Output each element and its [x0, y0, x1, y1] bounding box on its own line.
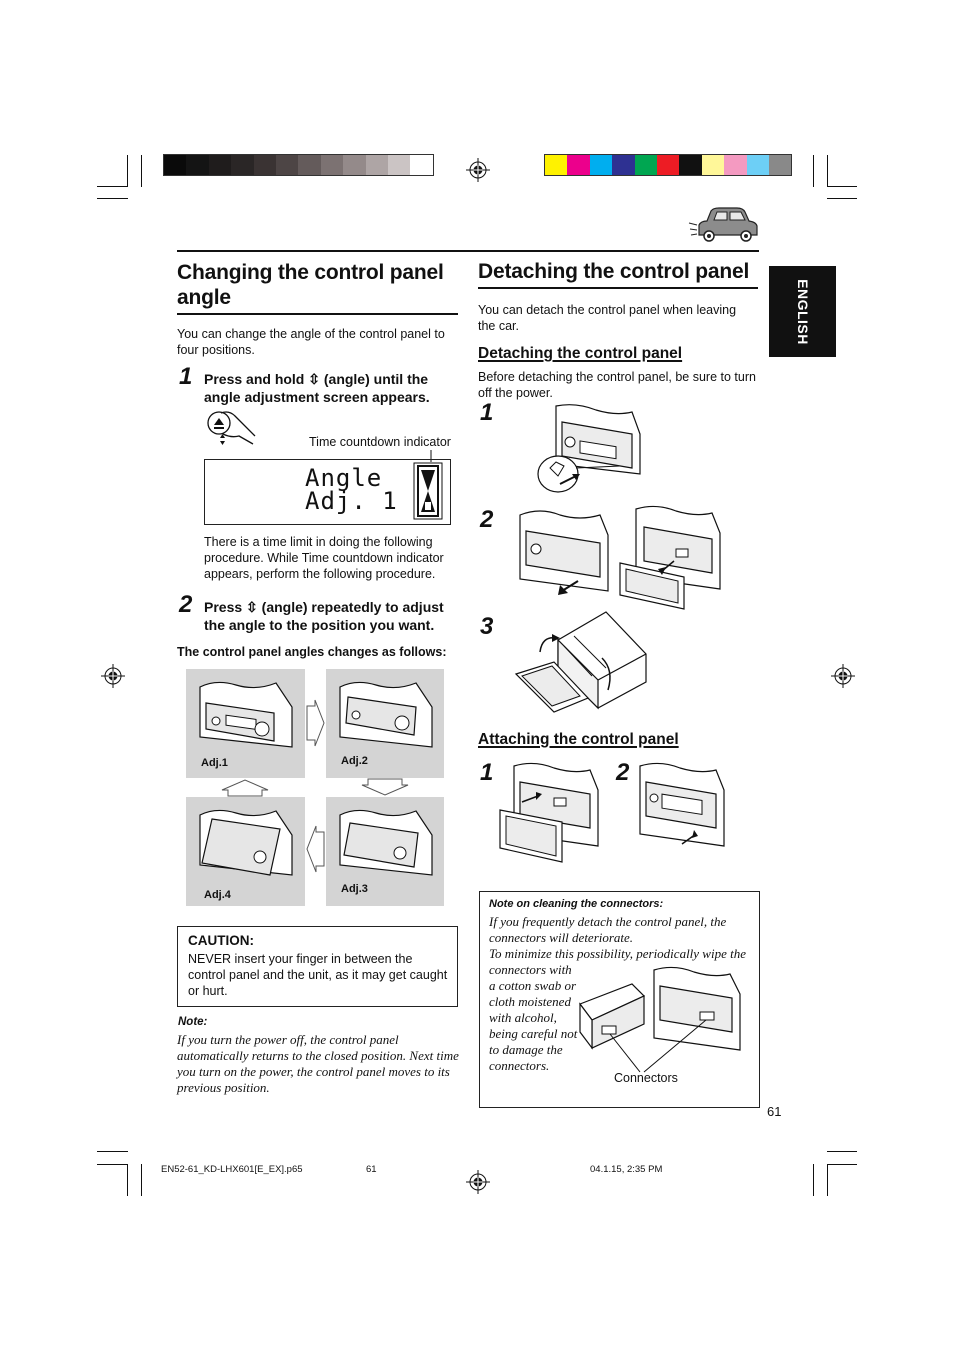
color-swatch	[231, 155, 253, 175]
lcd-line-1: Angle	[305, 464, 383, 492]
language-tab-label: ENGLISH	[794, 278, 811, 345]
attach-step1-illustration	[498, 760, 602, 870]
registration-mark-icon	[101, 664, 125, 688]
angle-label: Adj.4	[204, 889, 231, 901]
attach-subtitle: Attaching the control panel	[478, 731, 679, 748]
step-number: 2	[480, 506, 494, 533]
car-icon	[689, 205, 759, 245]
title-underline	[478, 287, 758, 289]
angle-label: Adj.3	[341, 883, 368, 895]
registration-mark-icon	[466, 158, 490, 182]
step2-instruction: Press ⇳ (angle) repeatedly to adjust the angle to the position you want.	[204, 599, 444, 633]
detach-step3-case-illustration	[514, 608, 654, 720]
crop-mark	[127, 1164, 128, 1196]
arrow-up-icon	[222, 779, 268, 797]
color-swatch	[366, 155, 388, 175]
step1-instruction: Press and hold ⇳ (angle) until the angle adjustment screen appears.	[204, 371, 430, 405]
caution-text: NEVER insert your finger in between the control panel and the unit, as it may get caught or hurt.	[188, 952, 448, 998]
section-title-detach: Detaching the control panel	[478, 260, 750, 283]
registration-mark-icon	[466, 1170, 490, 1194]
grayscale-color-bar	[163, 154, 434, 176]
color-swatch	[657, 155, 679, 175]
color-swatch	[612, 155, 634, 175]
radio-unit-illustration	[336, 805, 436, 885]
detach-step2-illustration	[516, 505, 726, 615]
cleaning-note-line: being careful not	[489, 1026, 578, 1041]
color-swatch	[702, 155, 724, 175]
angle-label: Adj.1	[201, 757, 228, 769]
arrow-right-icon	[305, 700, 325, 746]
cleaning-note-line: a cotton swab or	[489, 978, 577, 993]
crop-mark	[827, 198, 857, 199]
cleaning-note-line: connectors will deteriorate.	[489, 930, 634, 945]
color-swatch	[186, 155, 208, 175]
crop-mark	[813, 1164, 814, 1196]
note-text: If you turn the power off, the control panel automatically returns to the closed position. Next time you turn on the power, the control panel moves to its previous position.	[177, 1032, 459, 1095]
connectors-illustration	[578, 964, 750, 1074]
angle-button-finger-icon	[205, 408, 265, 453]
angle-label: Adj.2	[341, 755, 368, 767]
cleaning-note-line: To minimize this possibility, periodically wipe the	[489, 946, 746, 961]
crop-mark	[827, 1151, 857, 1152]
crop-mark	[97, 1164, 128, 1165]
angle-intro-text: You can change the angle of the control panel to four positions.	[177, 327, 445, 357]
color-swatch	[209, 155, 231, 175]
caution-box	[177, 926, 458, 1007]
footer-page: 61	[366, 1164, 377, 1175]
header-rule	[177, 250, 759, 252]
angle-adjust-display	[204, 459, 451, 525]
color-swatch	[343, 155, 365, 175]
title-underline	[177, 313, 458, 315]
angle-panel-adj1	[186, 669, 305, 778]
connectors-label: Connectors	[614, 1071, 678, 1085]
cleaning-note-line: connectors.	[489, 1058, 550, 1073]
crop-mark	[813, 155, 814, 187]
cleaning-note-line: with alcohol,	[489, 1010, 557, 1025]
crop-mark	[97, 198, 128, 199]
angles-heading: The control panel angles changes as follows:	[177, 645, 447, 659]
color-swatch	[410, 155, 432, 175]
crop-mark	[827, 186, 857, 187]
attach-step2-illustration	[636, 760, 728, 852]
caution-title: CAUTION:	[188, 933, 254, 948]
radio-unit-illustration	[336, 677, 436, 757]
step-number: 1	[480, 759, 494, 786]
step-number: 2	[616, 759, 630, 786]
crop-mark	[827, 155, 828, 187]
cleaning-note-line: to damage the	[489, 1042, 563, 1057]
color-swatch	[254, 155, 276, 175]
footer-date: 04.1.15, 2:35 PM	[590, 1164, 663, 1175]
hourglass-icon	[413, 462, 443, 520]
radio-unit-illustration	[196, 805, 296, 885]
angle-panel-adj2	[326, 669, 444, 778]
detach-subtitle: Detaching the control panel	[478, 345, 683, 362]
angle-panel-adj3	[326, 797, 444, 906]
lcd-line-2: Adj. 1	[305, 487, 398, 515]
color-swatch	[164, 155, 186, 175]
section-title-angle: Changing the control panel angle	[177, 261, 444, 309]
crop-mark	[827, 1164, 857, 1165]
countdown-indicator-label: Time countdown indicator	[309, 435, 451, 449]
color-swatch	[635, 155, 657, 175]
crop-mark	[141, 155, 142, 187]
step-number: 2	[179, 591, 193, 618]
cleaning-note-line: cloth moistened	[489, 994, 571, 1009]
detach-instruction-text: Before detaching the control panel, be sure to turn off the power.	[478, 370, 756, 400]
step-number: 3	[480, 613, 494, 640]
radio-unit-illustration	[196, 677, 296, 757]
color-swatch	[545, 155, 567, 175]
crop-mark	[127, 155, 128, 187]
color-swatch	[298, 155, 320, 175]
crop-mark	[97, 1151, 128, 1152]
note-title: Note:	[178, 1016, 208, 1028]
registration-mark-icon	[831, 664, 855, 688]
color-swatch	[590, 155, 612, 175]
cleaning-note-line: If you frequently detach the control panel, the	[489, 914, 727, 929]
footer-filename: EN52-61_KD-LHX601[E_EX].p65	[161, 1164, 303, 1175]
arrow-left-icon	[306, 826, 326, 872]
cleaning-note-title: Note on cleaning the connectors:	[489, 898, 664, 910]
color-swatch	[567, 155, 589, 175]
color-swatch	[679, 155, 701, 175]
color-swatch	[321, 155, 343, 175]
color-swatch	[724, 155, 746, 175]
angle-panel-adj4	[186, 797, 305, 906]
color-swatch	[276, 155, 298, 175]
process-color-bar	[544, 154, 792, 176]
color-swatch	[769, 155, 791, 175]
time-limit-text: There is a time limit in doing the following procedure. While Time countdown indicator appears, perform the following procedure.	[204, 535, 444, 581]
detach-step1-illustration	[536, 402, 644, 494]
color-swatch	[747, 155, 769, 175]
color-swatch	[388, 155, 410, 175]
crop-mark	[827, 1164, 828, 1196]
crop-mark	[141, 1164, 142, 1196]
arrow-down-icon	[362, 778, 408, 796]
cleaning-note-line: connectors with	[489, 962, 572, 977]
detach-intro-text: You can detach the control panel when leaving the car.	[478, 303, 737, 333]
crop-mark	[97, 186, 128, 187]
language-tab	[769, 266, 836, 357]
step-number: 1	[179, 363, 193, 390]
step-number: 1	[480, 399, 494, 426]
cleaning-note-box	[479, 891, 760, 1108]
page-number: 61	[767, 1104, 782, 1119]
